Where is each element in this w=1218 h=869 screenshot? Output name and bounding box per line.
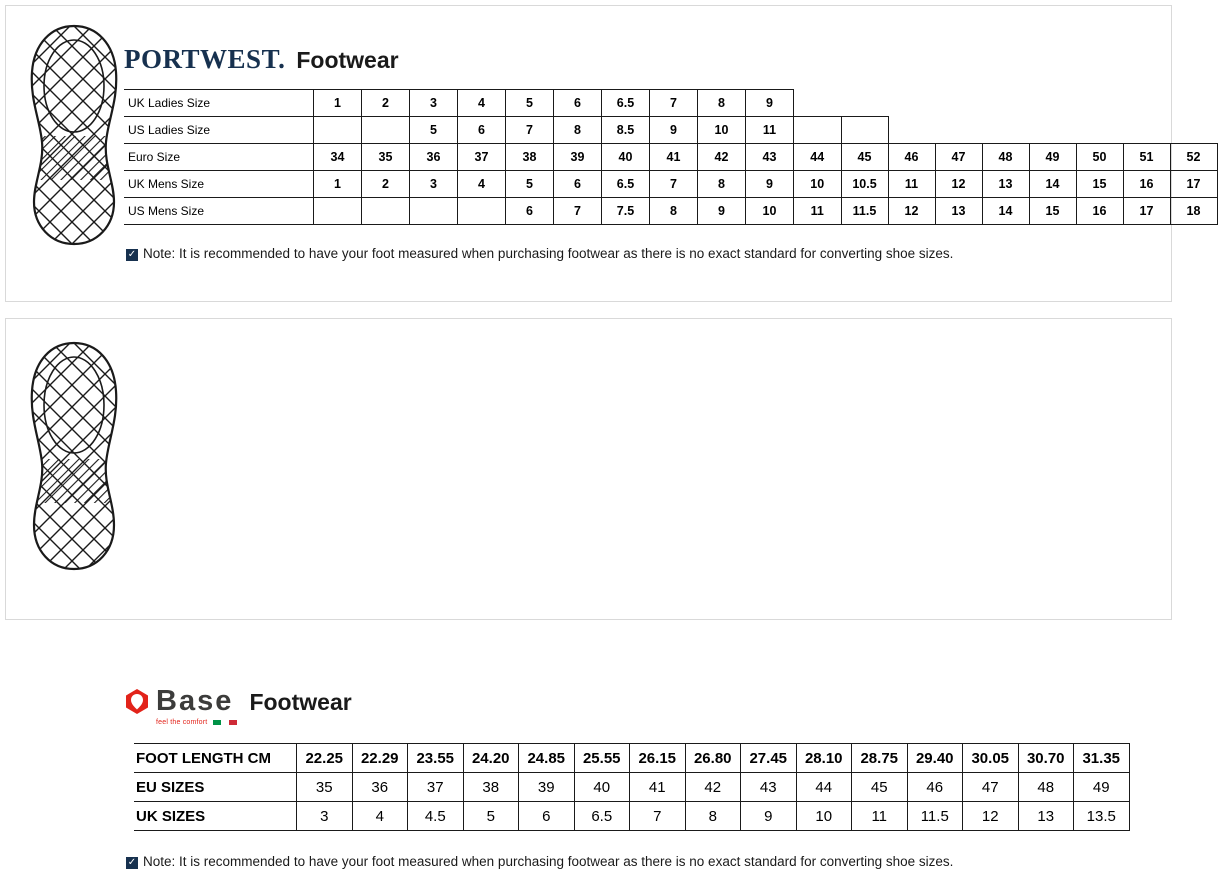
table-cell: 36 <box>352 773 408 802</box>
table-cell: 37 <box>408 773 464 802</box>
table-cell: 48 <box>1018 773 1074 802</box>
shoe-sole-illustration-portwest <box>28 24 120 246</box>
table-row <box>124 171 1217 198</box>
table-cell: 44 <box>796 773 852 802</box>
table-row <box>124 117 1217 144</box>
table-cell: 37 <box>458 144 506 171</box>
table-cell <box>1076 90 1123 117</box>
table-cell: 6.5 <box>602 90 650 117</box>
table-cell: 26.80 <box>685 744 741 773</box>
table-cell: 47 <box>963 773 1019 802</box>
table-cell: 23.55 <box>408 744 464 773</box>
table-cell: 4 <box>352 802 408 831</box>
table-cell <box>888 117 935 144</box>
table-cell <box>314 117 362 144</box>
table-cell: 13 <box>1018 802 1074 831</box>
table-cell: 2 <box>362 90 410 117</box>
table-cell <box>1170 117 1217 144</box>
table-cell: 28.10 <box>796 744 852 773</box>
table-cell: 35 <box>362 144 410 171</box>
table-cell: 39 <box>519 773 575 802</box>
table-cell: 40 <box>574 773 630 802</box>
table-cell: 7 <box>554 198 602 225</box>
row-label: UK Ladies Size <box>124 90 314 117</box>
table-cell: 39 <box>554 144 602 171</box>
table-cell: 14 <box>1029 171 1076 198</box>
table-cell <box>935 117 982 144</box>
table-cell: 3 <box>410 90 458 117</box>
table-cell: 9 <box>698 198 746 225</box>
table-cell <box>982 90 1029 117</box>
table-cell: 42 <box>698 144 746 171</box>
table-cell: 9 <box>746 90 794 117</box>
table-cell: 12 <box>888 198 935 225</box>
table-cell: 3 <box>297 802 353 831</box>
table-cell: 52 <box>1170 144 1217 171</box>
table-cell: 6 <box>554 90 602 117</box>
base-logo <box>124 687 237 726</box>
table-cell: 7 <box>650 90 698 117</box>
table-cell <box>1123 90 1170 117</box>
table-cell: 13 <box>982 171 1029 198</box>
table-cell: 43 <box>746 144 794 171</box>
shoe-sole-illustration-base <box>28 341 120 571</box>
table-cell: 5 <box>463 802 519 831</box>
table-cell: 10 <box>794 171 842 198</box>
table-cell: 13.5 <box>1074 802 1130 831</box>
italy-flag-icon <box>213 720 237 725</box>
table-cell <box>935 90 982 117</box>
table-cell <box>314 198 362 225</box>
table-cell: 10 <box>746 198 794 225</box>
table-cell: 22.29 <box>352 744 408 773</box>
table-cell: 35 <box>297 773 353 802</box>
table-cell: 47 <box>935 144 982 171</box>
table-cell: 1 <box>314 90 362 117</box>
table-cell: 46 <box>907 773 963 802</box>
table-cell: 41 <box>650 144 698 171</box>
table-cell: 29.40 <box>907 744 963 773</box>
table-cell: 11.5 <box>907 802 963 831</box>
table-cell: 38 <box>506 144 554 171</box>
portwest-note-text: Note: It is recommended to have your foot measured when purchasing footwear as there is no exact standard for converting shoe sizes. <box>143 246 954 261</box>
table-cell: 5 <box>410 117 458 144</box>
base-note <box>126 854 953 869</box>
table-cell: 11 <box>794 198 842 225</box>
table-cell: 8 <box>650 198 698 225</box>
table-cell: 10 <box>796 802 852 831</box>
table-cell: 10 <box>698 117 746 144</box>
table-cell: 44 <box>794 144 842 171</box>
row-label: US Ladies Size <box>124 117 314 144</box>
table-cell <box>794 90 842 117</box>
table-cell: 12 <box>963 802 1019 831</box>
table-cell: 4.5 <box>408 802 464 831</box>
table-cell: 34 <box>314 144 362 171</box>
table-cell: 26.15 <box>630 744 686 773</box>
portwest-logo-text: PORTWEST <box>124 44 279 74</box>
table-cell: 11 <box>852 802 908 831</box>
table-cell: 16 <box>1076 198 1123 225</box>
checkbox-icon: ✓ <box>127 249 137 260</box>
table-cell <box>888 90 935 117</box>
base-hexagon-icon <box>124 688 150 715</box>
table-cell <box>841 90 888 117</box>
table-cell: 6 <box>506 198 554 225</box>
table-cell <box>1170 90 1217 117</box>
portwest-note <box>126 246 953 261</box>
table-cell: 15 <box>1029 198 1076 225</box>
table-cell: 12 <box>935 171 982 198</box>
table-cell: 45 <box>841 144 888 171</box>
portwest-size-chart-panel <box>5 5 1201 302</box>
table-cell: 4 <box>458 90 506 117</box>
table-cell <box>841 117 888 144</box>
table-cell: 5 <box>506 90 554 117</box>
table-cell: 42 <box>685 773 741 802</box>
table-cell: 2 <box>362 171 410 198</box>
table-cell <box>362 198 410 225</box>
checkbox-icon: ✓ <box>127 857 137 868</box>
table-cell: 30.05 <box>963 744 1019 773</box>
table-cell: 49 <box>1029 144 1076 171</box>
table-cell: 30.70 <box>1018 744 1074 773</box>
row-label: FOOT LENGTH CM <box>134 744 297 773</box>
table-cell: 15 <box>1076 171 1123 198</box>
table-cell: 51 <box>1123 144 1170 171</box>
base-note-text: Note: It is recommended to have your foot measured when purchasing footwear as there is no exact standard for converting shoe sizes. <box>143 854 954 869</box>
portwest-logo-dot: . <box>278 44 286 74</box>
table-cell: 28.75 <box>852 744 908 773</box>
table-cell: 38 <box>463 773 519 802</box>
table-cell: 7 <box>630 802 686 831</box>
table-cell: 41 <box>630 773 686 802</box>
base-header <box>124 687 352 726</box>
table-cell: 11 <box>746 117 794 144</box>
portwest-size-table <box>124 89 1218 225</box>
table-cell: 6 <box>519 802 575 831</box>
table-cell: 27.45 <box>741 744 797 773</box>
base-title: Footwear <box>249 689 352 715</box>
portwest-logo <box>124 46 285 73</box>
row-label: US Mens Size <box>124 198 314 225</box>
portwest-header <box>124 46 399 73</box>
table-cell: 6.5 <box>574 802 630 831</box>
table-row <box>124 144 1217 171</box>
table-cell: 8 <box>698 171 746 198</box>
table-cell: 46 <box>888 144 935 171</box>
table-cell: 4 <box>458 171 506 198</box>
table-cell: 8 <box>685 802 741 831</box>
table-cell <box>1029 90 1076 117</box>
table-cell: 7.5 <box>602 198 650 225</box>
table-cell: 6.5 <box>602 171 650 198</box>
table-cell: 49 <box>1074 773 1130 802</box>
base-tagline: feel the comfort <box>156 719 208 726</box>
table-cell: 10.5 <box>841 171 888 198</box>
table-cell: 1 <box>314 171 362 198</box>
table-row <box>124 198 1217 225</box>
table-cell: 48 <box>982 144 1029 171</box>
base-logo-text: Base <box>156 685 234 717</box>
table-cell <box>362 117 410 144</box>
table-cell: 24.85 <box>519 744 575 773</box>
table-cell <box>1123 117 1170 144</box>
table-cell: 40 <box>602 144 650 171</box>
table-cell: 8.5 <box>602 117 650 144</box>
portwest-title: Footwear <box>296 47 399 73</box>
table-cell: 22.25 <box>297 744 353 773</box>
row-label: EU SIZES <box>134 773 297 802</box>
table-row <box>124 90 1217 117</box>
table-row <box>134 744 1129 773</box>
table-cell: 13 <box>935 198 982 225</box>
base-size-chart-panel <box>5 318 1172 869</box>
row-label: Euro Size <box>124 144 314 171</box>
table-cell: 6 <box>458 117 506 144</box>
table-cell: 17 <box>1123 198 1170 225</box>
table-cell: 31.35 <box>1074 744 1130 773</box>
table-cell: 17 <box>1170 171 1217 198</box>
table-cell: 6 <box>554 171 602 198</box>
table-cell <box>458 198 506 225</box>
table-cell: 14 <box>982 198 1029 225</box>
table-cell: 11 <box>888 171 935 198</box>
table-cell: 24.20 <box>463 744 519 773</box>
table-cell: 16 <box>1123 171 1170 198</box>
table-cell <box>410 198 458 225</box>
table-cell: 9 <box>650 117 698 144</box>
table-cell: 7 <box>650 171 698 198</box>
table-cell: 11.5 <box>841 198 888 225</box>
table-cell <box>794 117 842 144</box>
table-cell: 25.55 <box>574 744 630 773</box>
table-cell: 5 <box>506 171 554 198</box>
row-label: UK SIZES <box>134 802 297 831</box>
table-cell: 3 <box>410 171 458 198</box>
table-row <box>134 802 1129 831</box>
table-cell: 45 <box>852 773 908 802</box>
table-cell <box>982 117 1029 144</box>
table-cell: 50 <box>1076 144 1123 171</box>
table-cell: 43 <box>741 773 797 802</box>
table-cell: 18 <box>1170 198 1217 225</box>
table-cell: 7 <box>506 117 554 144</box>
table-cell: 36 <box>410 144 458 171</box>
table-cell <box>1076 117 1123 144</box>
table-cell: 8 <box>554 117 602 144</box>
table-cell: 9 <box>741 802 797 831</box>
table-cell: 9 <box>746 171 794 198</box>
row-label: UK Mens Size <box>124 171 314 198</box>
table-cell: 8 <box>698 90 746 117</box>
table-cell <box>1029 117 1076 144</box>
base-size-table <box>134 743 1130 831</box>
table-row <box>134 773 1129 802</box>
